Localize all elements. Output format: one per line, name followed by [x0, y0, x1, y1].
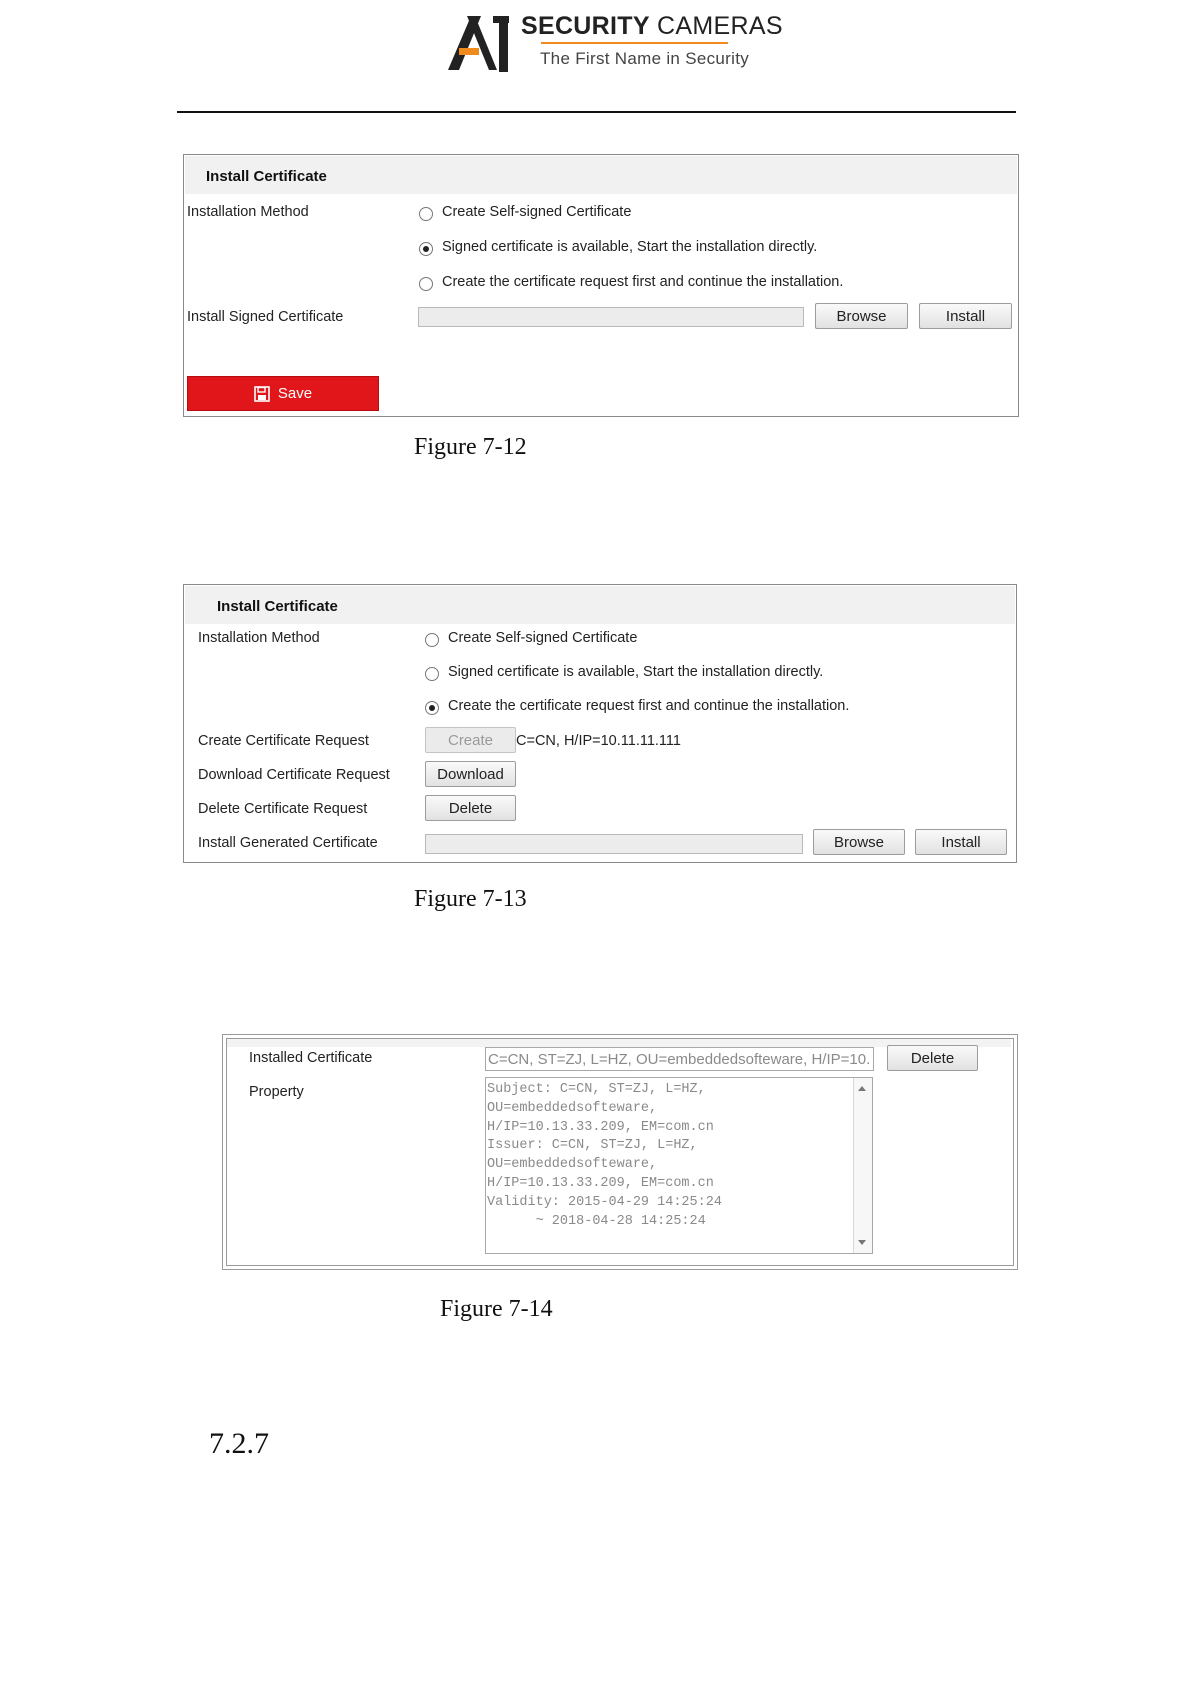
option-create-request-label: Create the certificate request first and continue the installation.	[442, 274, 844, 290]
panel-header	[185, 156, 1017, 194]
option-signed-available-label: Signed certificate is available, Start the installation directly.	[442, 239, 818, 255]
brand-underline	[541, 42, 728, 44]
generated-certificate-path-input[interactable]	[425, 834, 803, 854]
option-create-request-label: Create the certificate request first and continue the installation.	[448, 698, 850, 714]
company-logo-mark	[445, 10, 525, 76]
radio-self-signed[interactable]	[425, 633, 439, 647]
browse-button[interactable]: Browse	[815, 303, 908, 329]
radio-create-request[interactable]	[419, 277, 433, 291]
certificate-request-value: C=CN, H/IP=10.11.11.111	[516, 733, 681, 749]
install-generated-certificate-label: Install Generated Certificate	[198, 835, 378, 851]
create-certificate-request-label: Create Certificate Request	[198, 733, 369, 749]
browse-button[interactable]: Browse	[813, 829, 905, 855]
installed-certificate-field[interactable]: C=CN, ST=ZJ, L=HZ, OU=embeddedsofteware, H/IP=10.	[485, 1047, 874, 1071]
panel-title: Install Certificate	[217, 598, 338, 615]
panel-title: Install Certificate	[206, 168, 327, 185]
property-scrollbar[interactable]	[853, 1078, 872, 1253]
install-certificate-panel-fig13	[183, 584, 1017, 863]
property-label: Property	[249, 1084, 304, 1100]
install-button[interactable]: Install	[915, 829, 1007, 855]
save-button[interactable]	[187, 376, 379, 411]
download-certificate-request-label: Download Certificate Request	[198, 767, 390, 783]
delete-request-button[interactable]: Delete	[425, 795, 516, 821]
certificate-property-textarea[interactable]	[485, 1077, 873, 1254]
panel-header	[185, 586, 1015, 624]
figure-caption-7-12: Figure 7-12	[414, 434, 527, 460]
radio-signed-available[interactable]	[425, 667, 439, 681]
option-signed-available-label: Signed certificate is available, Start the installation directly.	[448, 664, 824, 680]
figure-caption-7-13: Figure 7-13	[414, 886, 527, 912]
installation-method-label: Installation Method	[198, 630, 320, 646]
save-label: Save	[277, 385, 313, 402]
radio-create-request[interactable]	[425, 701, 439, 715]
download-button[interactable]: Download	[425, 761, 516, 787]
delete-certificate-button[interactable]: Delete	[887, 1045, 978, 1071]
save-icon	[254, 386, 270, 402]
scroll-up-arrow-icon[interactable]	[858, 1086, 866, 1091]
installed-certificate-label: Installed Certificate	[249, 1050, 373, 1066]
figure-caption-7-14: Figure 7-14	[440, 1296, 553, 1322]
signed-certificate-path-input[interactable]	[418, 307, 804, 327]
brand-name: SECURITY CAMERAS	[521, 12, 783, 40]
radio-signed-available[interactable]	[419, 242, 433, 256]
install-signed-certificate-label: Install Signed Certificate	[187, 309, 344, 325]
installation-method-label: Installation Method	[187, 204, 309, 220]
brand-tagline: The First Name in Security	[540, 49, 750, 68]
create-button[interactable]: Create	[425, 727, 516, 753]
option-self-signed-label: Create Self-signed Certificate	[448, 630, 638, 646]
section-number: 7.2.7	[209, 1427, 269, 1460]
install-button[interactable]: Install	[919, 303, 1012, 329]
scroll-down-arrow-icon[interactable]	[858, 1240, 866, 1245]
certificate-property-text: Subject: C=CN, ST=ZJ, L=HZ, OU=embeddedsofteware, H/IP=10.13.33.209, EM=com.cn Issuer: C=CN, ST=ZJ, L=HZ, OU=embeddedsofteware, H/IP=10.13.33.209, EM=com.cn Validity: 2015-04-29 14:25:24 ~ 2018-04-28 14:25:24	[487, 1082, 722, 1229]
radio-self-signed[interactable]	[419, 207, 433, 221]
header-divider	[177, 111, 1016, 113]
delete-certificate-request-label: Delete Certificate Request	[198, 801, 368, 817]
option-self-signed-label: Create Self-signed Certificate	[442, 204, 632, 220]
